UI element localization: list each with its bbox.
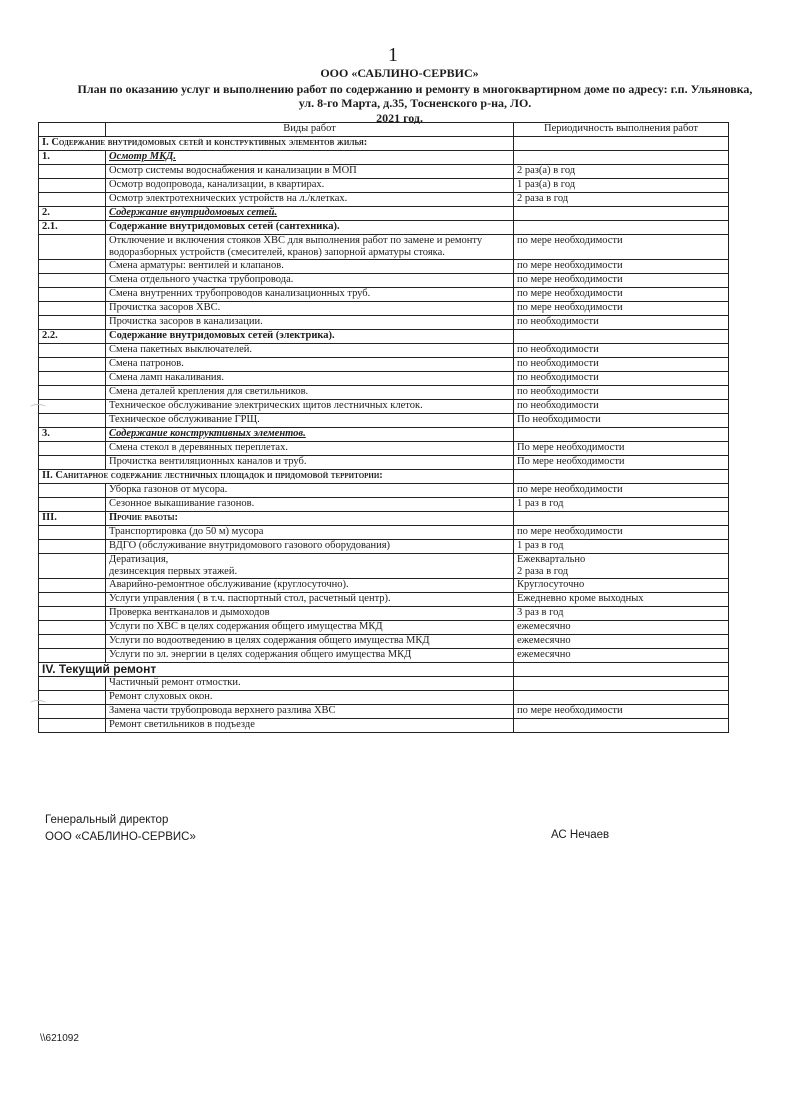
table-row bbox=[39, 456, 729, 470]
period-cell bbox=[514, 428, 729, 442]
table-row bbox=[39, 207, 729, 221]
work-item: Транспортировка (до 50 м) мусора bbox=[106, 526, 514, 540]
work-item: Смена ламп накаливания. bbox=[106, 372, 514, 386]
table-row bbox=[39, 274, 729, 288]
period-cell: по мере необходимости bbox=[514, 235, 729, 260]
work-item: Отключение и включения стояков ХВС для выполнения работ по замене и ремонту водоразборных устройств (смесителей, кранов) запорной арматуры стояка. bbox=[106, 235, 514, 260]
row-number bbox=[39, 442, 106, 456]
row-number bbox=[39, 288, 106, 302]
period-cell: по мере необходимости bbox=[514, 288, 729, 302]
period-cell: по мере необходимости bbox=[514, 705, 729, 719]
row-number bbox=[39, 607, 106, 621]
period-cell bbox=[514, 677, 729, 691]
work-item bbox=[106, 554, 514, 579]
header-periodicity: Периодичность выполнения работ bbox=[514, 123, 729, 137]
work-item: ВДГО (обслуживание внутридомового газового оборудования) bbox=[106, 540, 514, 554]
period-cell: 1 раз в год bbox=[514, 498, 729, 512]
work-item-line: Дератизация, bbox=[109, 554, 169, 565]
table-row bbox=[39, 400, 729, 414]
row-number bbox=[39, 165, 106, 179]
row-number bbox=[39, 316, 106, 330]
work-item: Частичный ремонт отмостки. bbox=[106, 677, 514, 691]
period-cell bbox=[514, 663, 729, 677]
table-row bbox=[39, 137, 729, 151]
work-item: Смена отдельного участка трубопровода. bbox=[106, 274, 514, 288]
period-line: 2 раза в год bbox=[517, 566, 569, 577]
period-cell: 1 раз в год bbox=[514, 540, 729, 554]
row-number: 2.2. bbox=[39, 330, 106, 344]
table-row bbox=[39, 372, 729, 386]
period-cell: по необходимости bbox=[514, 372, 729, 386]
period-cell: по мере необходимости bbox=[514, 274, 729, 288]
row-number bbox=[39, 260, 106, 274]
row-number: 2.1. bbox=[39, 221, 106, 235]
work-item: Смена патронов. bbox=[106, 358, 514, 372]
row-number bbox=[39, 179, 106, 193]
row-number bbox=[39, 414, 106, 428]
row-number bbox=[39, 635, 106, 649]
table-row bbox=[39, 165, 729, 179]
table-row bbox=[39, 540, 729, 554]
signer-organization: ООО «САБЛИНО-СЕРВИС» bbox=[45, 831, 196, 843]
table-row bbox=[39, 386, 729, 400]
table-row bbox=[39, 414, 729, 428]
table-row bbox=[39, 677, 729, 691]
row-number bbox=[39, 526, 106, 540]
row-number bbox=[39, 193, 106, 207]
work-item: Проверка вентканалов и дымоходов bbox=[106, 607, 514, 621]
table-row bbox=[39, 288, 729, 302]
document-year: 2021 год. bbox=[376, 111, 423, 125]
period-cell: по необходимости bbox=[514, 316, 729, 330]
table-row bbox=[39, 151, 729, 165]
period-cell: ежемесячно bbox=[514, 649, 729, 663]
table-row bbox=[39, 179, 729, 193]
period-cell bbox=[514, 137, 729, 151]
period-cell bbox=[514, 330, 729, 344]
work-item: Замена части трубопровода верхнего разлива ХВС bbox=[106, 705, 514, 719]
work-item: Услуги по эл. энергии в целях содержания общего имущества МКД bbox=[106, 649, 514, 663]
row-number bbox=[39, 344, 106, 358]
period-cell: по мере необходимости bbox=[514, 484, 729, 498]
period-cell: По мере необходимости bbox=[514, 442, 729, 456]
row-number bbox=[39, 677, 106, 691]
row-number bbox=[39, 691, 106, 705]
period-cell bbox=[514, 512, 729, 526]
table-row bbox=[39, 579, 729, 593]
period-line: Ежеквартально bbox=[517, 554, 586, 565]
row-number bbox=[39, 579, 106, 593]
period-cell: по необходимости bbox=[514, 358, 729, 372]
signature-block bbox=[45, 812, 196, 846]
table-row bbox=[39, 235, 729, 260]
table-row bbox=[39, 358, 729, 372]
work-item: Прочистка засоров в канализации. bbox=[106, 316, 514, 330]
period-cell bbox=[514, 207, 729, 221]
period-cell: по мере необходимости bbox=[514, 526, 729, 540]
period-cell: Ежедневно кроме выходных bbox=[514, 593, 729, 607]
period-cell bbox=[514, 151, 729, 165]
table-row bbox=[39, 512, 729, 526]
header-works: Виды работ bbox=[106, 123, 514, 137]
work-item: Техническое обслуживание электрических щитов лестничных клеток. bbox=[106, 400, 514, 414]
signer-position: Генеральный директор bbox=[45, 814, 169, 826]
work-item: Прочистка вентиляционных каналов и труб. bbox=[106, 456, 514, 470]
period-cell bbox=[514, 554, 729, 579]
period-cell: по необходимости bbox=[514, 344, 729, 358]
table-row bbox=[39, 635, 729, 649]
table-row bbox=[39, 554, 729, 579]
period-cell: ежемесячно bbox=[514, 621, 729, 635]
period-cell: 2 раза в год bbox=[514, 193, 729, 207]
row-number bbox=[39, 358, 106, 372]
row-number bbox=[39, 372, 106, 386]
row-number bbox=[39, 719, 106, 733]
row-number bbox=[39, 484, 106, 498]
period-cell: По мере необходимости bbox=[514, 456, 729, 470]
table-row bbox=[39, 302, 729, 316]
row-number bbox=[39, 621, 106, 635]
period-cell: по необходимости bbox=[514, 386, 729, 400]
row-number bbox=[39, 235, 106, 260]
table-row bbox=[39, 484, 729, 498]
period-cell: по мере необходимости bbox=[514, 260, 729, 274]
title-line-1: План по оказанию услуг и выполнению работ по содержанию и ремонту в многоквартирном доме по адресу: г.п. Ульяновка, bbox=[77, 82, 753, 96]
period-cell bbox=[514, 470, 729, 484]
group-heading: Содержание внутридомовых сетей (сантехника). bbox=[106, 221, 514, 235]
row-number bbox=[39, 498, 106, 512]
table-row bbox=[39, 498, 729, 512]
group-heading: Прочие работы: bbox=[106, 512, 514, 526]
row-number bbox=[39, 400, 106, 414]
group-heading: Осмотр МКД. bbox=[106, 151, 514, 165]
period-cell: по мере необходимости bbox=[514, 302, 729, 316]
table-row bbox=[39, 621, 729, 635]
row-number bbox=[39, 456, 106, 470]
table-row bbox=[39, 705, 729, 719]
row-number bbox=[39, 705, 106, 719]
table-row bbox=[39, 719, 729, 733]
work-item: Смена внутренних трубопроводов канализационных труб. bbox=[106, 288, 514, 302]
table-row bbox=[39, 316, 729, 330]
work-item: Услуги управления ( в т.ч. паспортный стол, расчетный центр). bbox=[106, 593, 514, 607]
section-heading: II. Санитарное содержание лестничных площадок и придомовой территории: bbox=[39, 470, 514, 484]
group-heading: Содержание конструктивных элементов. bbox=[106, 428, 514, 442]
table-row bbox=[39, 344, 729, 358]
table-row bbox=[39, 607, 729, 621]
table-row bbox=[39, 221, 729, 235]
table-row bbox=[39, 649, 729, 663]
period-cell: 3 раз в год bbox=[514, 607, 729, 621]
row-number bbox=[39, 386, 106, 400]
period-cell bbox=[514, 719, 729, 733]
document-title bbox=[50, 82, 780, 110]
work-item: Уборка газонов от мусора. bbox=[106, 484, 514, 498]
table-body bbox=[39, 137, 729, 733]
works-plan-table bbox=[38, 122, 729, 733]
period-cell bbox=[514, 691, 729, 705]
row-number: 2. bbox=[39, 207, 106, 221]
table-header-row bbox=[39, 123, 729, 137]
table-row bbox=[39, 260, 729, 274]
work-item: Прочистка засоров ХВС. bbox=[106, 302, 514, 316]
period-cell: по необходимости bbox=[514, 400, 729, 414]
section-heading: IV. Текущий ремонт bbox=[39, 663, 514, 677]
row-number bbox=[39, 274, 106, 288]
table-row bbox=[39, 691, 729, 705]
row-number bbox=[39, 649, 106, 663]
row-number bbox=[39, 540, 106, 554]
table-row bbox=[39, 330, 729, 344]
group-heading: Содержание внутридомовых сетей. bbox=[106, 207, 514, 221]
page-number: 1 bbox=[388, 44, 398, 66]
table-row bbox=[39, 442, 729, 456]
title-line-2: ул. 8-го Марта, д.35, Тосненского р-на, ЛО. bbox=[298, 96, 532, 110]
period-cell: 2 раз(а) в год bbox=[514, 165, 729, 179]
work-item: Ремонт слуховых окон. bbox=[106, 691, 514, 705]
work-item: Смена деталей крепления для светильников. bbox=[106, 386, 514, 400]
work-item: Услуги по водоотведению в целях содержания общего имущества МКД bbox=[106, 635, 514, 649]
table-row bbox=[39, 428, 729, 442]
header-number bbox=[39, 123, 106, 137]
table-row bbox=[39, 663, 729, 677]
signer-name: АС Нечаев bbox=[551, 829, 610, 841]
work-item: Аварийно-ремонтное обслуживание (круглосуточно). bbox=[106, 579, 514, 593]
section-heading: I. Содержание внутридомовых сетей и конструктивных элементов жилья: bbox=[39, 137, 514, 151]
punch-hole-mark bbox=[30, 404, 46, 411]
period-cell: По необходимости bbox=[514, 414, 729, 428]
work-item: Техническое обслуживание ГРЩ. bbox=[106, 414, 514, 428]
table-row bbox=[39, 193, 729, 207]
row-number: III. bbox=[39, 512, 106, 526]
row-number: 1. bbox=[39, 151, 106, 165]
row-number: 3. bbox=[39, 428, 106, 442]
work-item: Осмотр водопровода, канализации, в квартирах. bbox=[106, 179, 514, 193]
period-cell: Круглосуточно bbox=[514, 579, 729, 593]
work-item: Сезонное выкашивание газонов. bbox=[106, 498, 514, 512]
work-item: Осмотр системы водоснабжения и канализации в МОП bbox=[106, 165, 514, 179]
work-item: Услуги по ХВС в целях содержания общего имущества МКД bbox=[106, 621, 514, 635]
document-number: \\621092 bbox=[40, 1033, 79, 1044]
row-number bbox=[39, 302, 106, 316]
company-name: ООО «САБЛИНО-СЕРВИС» bbox=[320, 66, 479, 80]
work-item-line: дезинсекция первых этажей. bbox=[109, 566, 238, 577]
row-number bbox=[39, 554, 106, 579]
period-cell bbox=[514, 221, 729, 235]
period-cell: 1 раз(а) в год bbox=[514, 179, 729, 193]
table-row bbox=[39, 593, 729, 607]
row-number bbox=[39, 593, 106, 607]
table-row bbox=[39, 470, 729, 484]
group-heading: Содержание внутридомовых сетей (электрика). bbox=[106, 330, 514, 344]
work-item: Смена стекол в деревянных переплетах. bbox=[106, 442, 514, 456]
table-row bbox=[39, 526, 729, 540]
work-item: Смена арматуры: вентилей и клапанов. bbox=[106, 260, 514, 274]
work-item: Ремонт светильников в подъезде bbox=[106, 719, 514, 733]
work-item: Осмотр электротехнических устройств на л./клетках. bbox=[106, 193, 514, 207]
period-cell: ежемесячно bbox=[514, 635, 729, 649]
work-item: Смена пакетных выключателей. bbox=[106, 344, 514, 358]
punch-hole-mark bbox=[30, 700, 46, 707]
